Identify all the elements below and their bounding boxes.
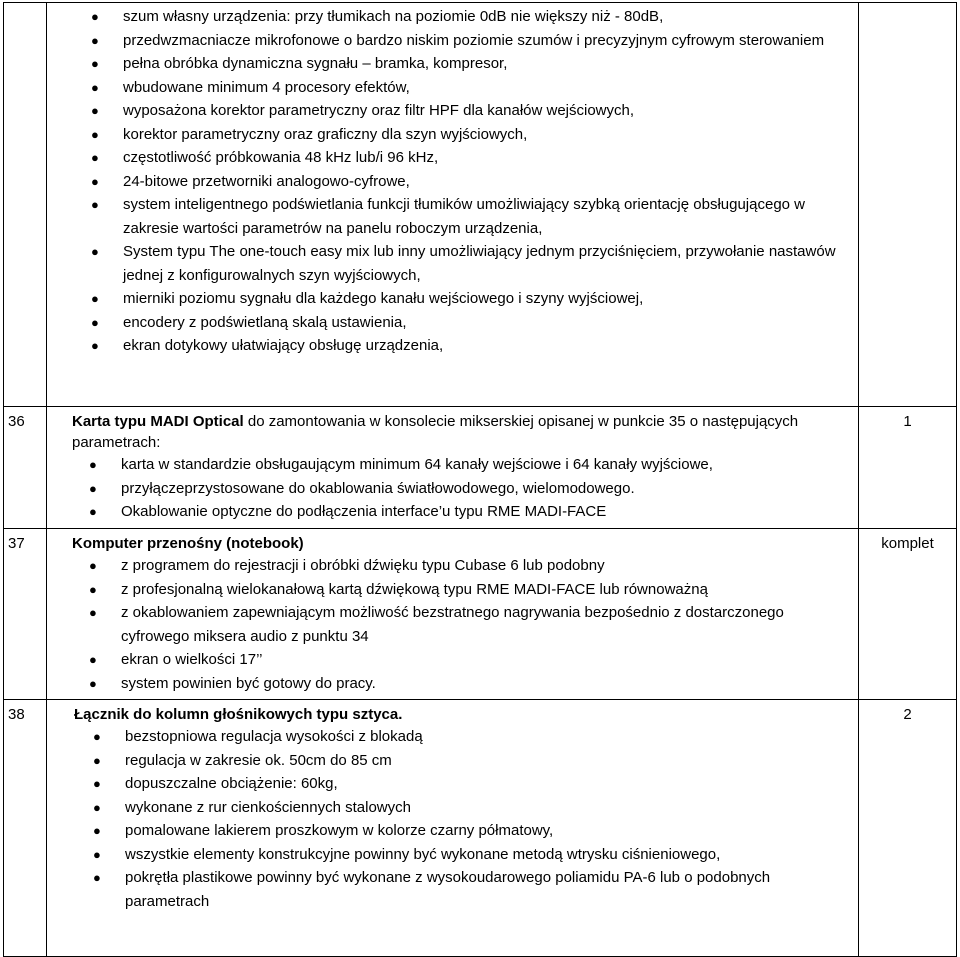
list-item-text: karta w standardzie obsługaującym minimum 64 kanały wejściowe i 64 kanały wyjściowe, <box>121 456 713 473</box>
list-item-text: przedwzmacniacze mikrofonowe o bardzo niskim poziomie szumów i precyzyjnym cyfrowym sterowaniem <box>123 31 825 49</box>
list-item <box>75 5 850 29</box>
list-item-text: pokrętła plastikowe powinny być wykonane z wysokoudarowego poliamidu PA-6 lub o podobnych parametrach <box>125 869 771 910</box>
list-item-text: szum własny urządzenia: przy tłumikach na poziomie 0dB nie większy niż - 80dB, <box>123 8 664 25</box>
list-item <box>75 725 850 749</box>
item-title <box>72 531 850 554</box>
list-item-text: system powinien być gotowy do pracy. <box>121 674 376 692</box>
list-item-text: mierniki poziomu sygnału dla każdego kanału wejściowego i szyny wyjściowej, <box>123 290 644 307</box>
item-title-bold: Komputer przenośny (notebook) <box>72 535 304 552</box>
bullet-list <box>75 5 850 358</box>
bullet-icon: ● <box>91 9 99 24</box>
table-row <box>4 407 957 529</box>
list-item <box>75 287 850 311</box>
bullet-icon: ● <box>91 150 99 165</box>
bullet-icon: ● <box>91 338 99 353</box>
list-item <box>75 819 850 843</box>
list-item-text: encodery z podświetlaną skalą ustawienia, <box>123 313 407 331</box>
bullet-icon: ● <box>93 729 101 744</box>
list-item <box>75 240 850 287</box>
list-item <box>73 601 850 648</box>
list-item-text: ekran dotykowy ułatwiający obsługę urządzenia, <box>123 337 444 354</box>
bullet-icon: ● <box>89 675 97 691</box>
quantity-cell <box>859 700 957 957</box>
list-item <box>73 453 850 477</box>
bullet-icon: ● <box>93 799 101 815</box>
list-item-text: wszystkie elementy konstrukcyjne powinny być wykonane metodą wtrysku ciśnieniowego, <box>125 845 721 863</box>
list-item-text: częstotliwość próbkowania 48 kHz lub/i 96 kHz, <box>123 149 439 166</box>
list-item <box>73 554 850 578</box>
list-item <box>73 578 850 602</box>
list-item-text: ekran o wielkości 17’’ <box>121 651 263 668</box>
list-item-text: z profesjonalną wielokanałową kartą dźwiękową typu RME MADI-FACE lub równoważną <box>121 580 708 598</box>
bullet-icon: ● <box>91 126 99 142</box>
item-number: 38 <box>8 706 25 723</box>
bullet-icon: ● <box>93 870 101 885</box>
list-item <box>73 477 850 501</box>
quantity-value: 2 <box>903 706 912 723</box>
quantity-cell <box>859 529 957 700</box>
bullet-icon: ● <box>89 558 97 573</box>
bullet-icon: ● <box>93 752 101 768</box>
list-item <box>75 843 850 867</box>
item-title-bold: Karta typu MADI Optical <box>72 413 244 430</box>
list-item <box>75 29 850 53</box>
list-item <box>75 334 850 358</box>
table-row <box>4 529 957 700</box>
item-title <box>72 409 850 453</box>
list-item <box>75 749 850 773</box>
item-title-bold: Łącznik do kolumn głośnikowych typu sztyca. <box>74 706 403 723</box>
item-number-cell <box>4 529 47 700</box>
item-title <box>74 702 850 725</box>
list-item <box>73 500 850 524</box>
item-number: 37 <box>8 535 25 552</box>
list-item-text: Okablowanie optyczne do podłączenia interface’u typu RME MADI-FACE <box>121 503 607 520</box>
list-item <box>75 123 850 147</box>
list-item-text: pełna obróbka dynamiczna sygnału – bramka, kompresor, <box>123 55 508 72</box>
bullet-list <box>75 725 850 913</box>
list-item-text: z okablowaniem zapewniającym możliwość bezstratnego nagrywania bezpośednio z dostarczonego cyfrowego miksera audio z punktu 34 <box>121 604 784 645</box>
item-title-rest: do zamontowania w konsolecie mikserskiej opisanej w punkcie 35 o następujących parametrach: <box>72 413 799 451</box>
bullet-icon: ● <box>89 504 97 519</box>
bullet-icon: ● <box>89 581 97 597</box>
bullet-icon: ● <box>91 32 99 48</box>
bullet-icon: ● <box>89 480 97 496</box>
list-item <box>75 76 850 100</box>
table-row <box>4 3 957 407</box>
bullet-icon: ● <box>93 846 101 862</box>
quantity-cell <box>859 407 957 529</box>
bullet-icon: ● <box>89 652 97 667</box>
list-item-text: regulacja w zakresie ok. 50cm do 85 cm <box>125 751 392 769</box>
description-cell <box>47 3 859 407</box>
bullet-icon: ● <box>91 314 99 330</box>
list-item <box>75 866 850 913</box>
list-item-text: przyłączeprzystosowane do okablowania światłowodowego, wielomodowego. <box>121 479 635 497</box>
list-item <box>73 672 850 696</box>
list-item <box>75 170 850 194</box>
list-item <box>75 193 850 240</box>
list-item-text: pomalowane lakierem proszkowym w kolorze czarny półmatowy, <box>125 822 554 839</box>
description-cell <box>47 700 859 957</box>
list-item-text: wyposażona korektor parametryczny oraz filtr HPF dla kanałów wejściowych, <box>123 102 635 119</box>
bullet-icon: ● <box>91 291 99 306</box>
list-item-text: System typu The one-touch easy mix lub inny umożliwiający jednym przyciśnięciem, przywołanie nastawów jednej z konfigurowalnych szyn wyjściowych, <box>123 243 836 284</box>
bullet-icon: ● <box>89 605 97 620</box>
quantity-value: komplet <box>881 535 934 552</box>
list-item-text: z programem do rejestracji i obróbki dźwięku typu Cubase 6 lub podobny <box>121 557 605 574</box>
list-item-text: wykonane z rur cienkościennych stalowych <box>125 798 411 816</box>
list-item-text: wbudowane minimum 4 procesory efektów, <box>123 78 410 96</box>
list-item <box>75 146 850 170</box>
bullet-list <box>73 453 850 524</box>
item-number-cell <box>4 407 47 529</box>
bullet-icon: ● <box>91 244 99 259</box>
bullet-icon: ● <box>91 173 99 189</box>
table-row <box>4 700 957 957</box>
list-item <box>75 99 850 123</box>
bullet-icon: ● <box>93 823 101 838</box>
item-number-cell <box>4 700 47 957</box>
bullet-list <box>73 554 850 695</box>
list-item <box>73 648 850 672</box>
list-item-text: dopuszczalne obciążenie: 60kg, <box>125 775 338 792</box>
specification-table <box>3 2 957 957</box>
list-item-text: 24-bitowe przetworniki analogowo-cyfrowe, <box>123 172 410 190</box>
list-item-text: bezstopniowa regulacja wysokości z blokadą <box>125 728 423 745</box>
bullet-icon: ● <box>89 457 97 472</box>
quantity-value: 1 <box>903 413 912 430</box>
description-cell <box>47 529 859 700</box>
bullet-icon: ● <box>93 776 101 791</box>
list-item-text: korektor parametryczny oraz graficzny dla szyn wyjściowych, <box>123 125 528 143</box>
list-item <box>75 52 850 76</box>
bullet-icon: ● <box>91 56 99 71</box>
list-item-text: system inteligentnego podświetlania funkcji tłumików umożliwiający szybką orientację obsługującego w zakresie wartości parametrów na panelu roboczym urządzenia, <box>123 196 806 237</box>
description-cell <box>47 407 859 529</box>
list-item <box>75 796 850 820</box>
item-number-cell <box>4 3 47 407</box>
list-item <box>75 772 850 796</box>
list-item <box>75 311 850 335</box>
item-number: 36 <box>8 413 25 430</box>
bullet-icon: ● <box>91 197 99 212</box>
bullet-icon: ● <box>91 79 99 95</box>
quantity-cell <box>859 3 957 407</box>
bullet-icon: ● <box>91 103 99 118</box>
